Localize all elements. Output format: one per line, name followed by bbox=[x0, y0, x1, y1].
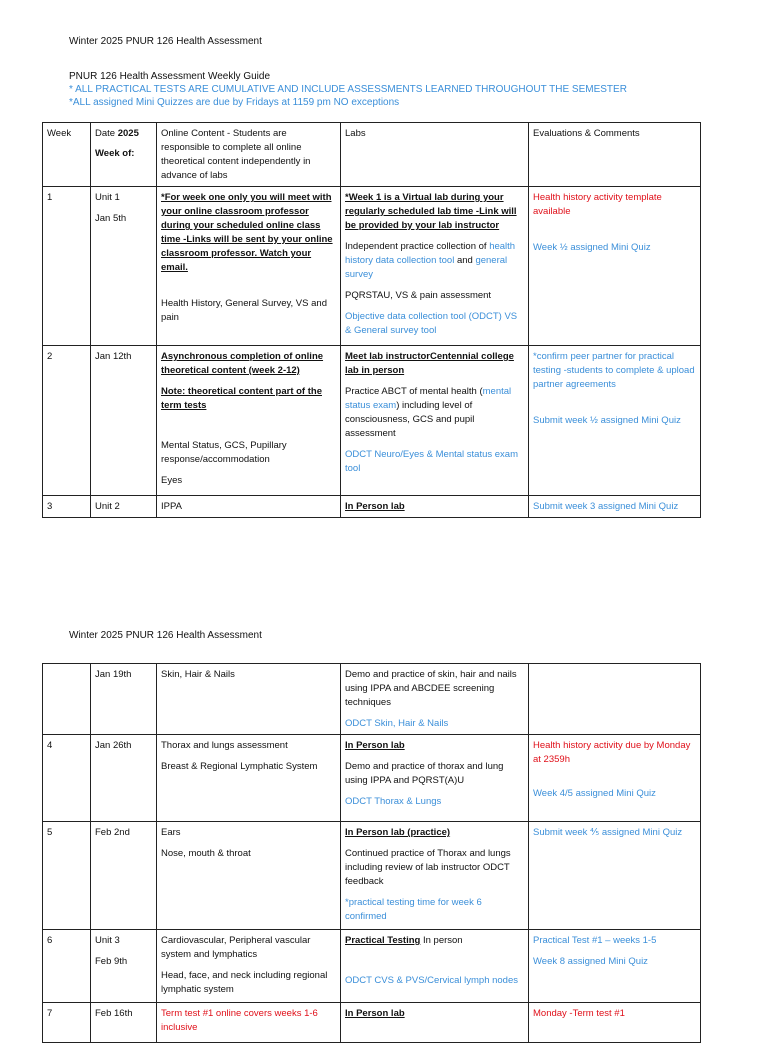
eval-cell: Monday -Term test #1 bbox=[529, 1003, 701, 1043]
online-topics-eyes: Eyes bbox=[161, 475, 183, 486]
col-eval-header: Evaluations & Comments bbox=[529, 123, 701, 187]
table-row-week-3 bbox=[43, 496, 701, 518]
lab-practice-rest: ) including level of consciousness, GCS and pupil assessment bbox=[345, 400, 475, 439]
col-labs-header: Labs bbox=[341, 123, 529, 187]
date-cell bbox=[91, 187, 157, 346]
table-row-week-6 bbox=[43, 930, 701, 1003]
lab-assessment: PQRSTAU, VS & pain assessment bbox=[345, 290, 492, 301]
date-year: 2025 bbox=[117, 128, 139, 139]
guide-intro bbox=[69, 70, 627, 109]
week-cell: 3 bbox=[43, 496, 91, 518]
date-label: Feb 9th bbox=[95, 956, 128, 967]
labs-cell bbox=[341, 930, 529, 1003]
online-topic-breast: Breast & Regional Lymphatic System bbox=[161, 761, 318, 772]
quiz-due-note: *ALL assigned Mini Quizzes are due by Fridays at 1159 pm NO exceptions bbox=[69, 97, 400, 108]
lab-note: *Week 1 is a Virtual lab during your regularly scheduled lab time -Link will be provided by your lab instructor bbox=[345, 192, 517, 231]
lab-practice: Demo and practice of skin, hair and nails using IPPA and ABCDEE screening techniques bbox=[345, 669, 517, 708]
mini-quiz-note: Week 4/5 assigned Mini Quiz bbox=[533, 788, 656, 799]
table-row-week-4 bbox=[43, 735, 701, 822]
table-row-jan-19 bbox=[43, 664, 701, 735]
labs-cell: In Person lab bbox=[341, 1003, 529, 1043]
lab-practice-text: Independent practice collection of bbox=[345, 241, 490, 252]
lab-practice-text: Practice ABCT of mental health ( bbox=[345, 386, 483, 397]
online-cell bbox=[157, 346, 341, 496]
date-label: Jan 5th bbox=[95, 213, 127, 224]
online-topic-head: Head, face, and neck including regional lymphatic system bbox=[161, 970, 328, 995]
lab-practice: Demo and practice of thorax and lung using IPPA and PQRST(A)U bbox=[345, 761, 504, 786]
date-cell bbox=[91, 930, 157, 1003]
eval-template-note: Health history activity template available bbox=[533, 192, 662, 217]
week-cell: 7 bbox=[43, 1003, 91, 1043]
lab-note bbox=[345, 934, 524, 948]
online-topic-nose: Nose, mouth & throat bbox=[161, 848, 251, 859]
online-cell: Skin, Hair & Nails bbox=[157, 664, 341, 735]
eval-cell: Submit week 3 assigned Mini Quiz bbox=[529, 496, 701, 518]
date-cell: Jan 26th bbox=[91, 735, 157, 822]
page-header: Winter 2025 PNUR 126 Health Assessment bbox=[69, 36, 262, 47]
guide-title: PNUR 126 Health Assessment Weekly Guide bbox=[69, 71, 271, 82]
online-topic: Ears bbox=[161, 827, 181, 838]
week-cell bbox=[43, 664, 91, 735]
online-cell: IPPA bbox=[157, 496, 341, 518]
online-term-note: Note: theoretical content part of the term tests bbox=[161, 386, 322, 411]
table-row-week-2 bbox=[43, 346, 701, 496]
labs-cell bbox=[341, 664, 529, 735]
online-cell bbox=[157, 735, 341, 822]
labs-cell bbox=[341, 822, 529, 930]
lab-practice bbox=[345, 240, 524, 282]
week-cell: 4 bbox=[43, 735, 91, 822]
mini-quiz-note: Week ½ assigned Mini Quiz bbox=[533, 242, 651, 253]
online-topic: Thorax and lungs assessment bbox=[161, 740, 288, 751]
date-cell: Jan 12th bbox=[91, 346, 157, 496]
odct-vs-link[interactable]: Objective data collection tool (ODCT) VS & General survey tool bbox=[345, 311, 518, 336]
online-note: *For week one only you will meet with your online classroom professor during your scheduled online class time -Links will be sent by your online classroom professor. Watch your email. bbox=[161, 192, 333, 273]
table-row-week-1 bbox=[43, 187, 701, 346]
online-cell bbox=[157, 930, 341, 1003]
practical-test-note: Practical Test #1 – weeks 1-5 bbox=[533, 935, 657, 946]
online-topics: Health History, General Survey, VS and pain bbox=[161, 298, 327, 323]
week-cell: 1 bbox=[43, 187, 91, 346]
online-topic: Cardiovascular, Peripheral vascular system and lymphatics bbox=[161, 935, 311, 960]
lab-practice: Continued practice of Thorax and lungs including review of lab instructor ODCT feedback bbox=[345, 848, 511, 887]
col-online-header: Online Content - Students are responsible to complete all online theoretical content independently in advance of labs bbox=[157, 123, 341, 187]
lab-note: Meet lab instructorCentennial college lab in person bbox=[345, 351, 514, 376]
peer-partner-note: *confirm peer partner for practical testing -students to complete & upload partner agreements bbox=[533, 351, 695, 390]
table-row-week-5 bbox=[43, 822, 701, 930]
in-person-label: In person bbox=[420, 935, 463, 946]
date-cell: Feb 2nd bbox=[91, 822, 157, 930]
lab-note: In Person lab (practice) bbox=[345, 827, 451, 838]
health-history-tool-link[interactable]: health history data collection tool bbox=[345, 241, 516, 266]
unit-label: Unit 1 bbox=[95, 192, 120, 203]
online-cell bbox=[157, 822, 341, 930]
lab-note: In Person lab bbox=[345, 740, 405, 751]
practical-time-note: *practical testing time for week 6 confirmed bbox=[345, 897, 482, 922]
week-cell: 6 bbox=[43, 930, 91, 1003]
cumulative-note: * ALL PRACTICAL TESTS ARE CUMULATIVE AND INCLUDE ASSESSMENTS LEARNED THROUGHOUT THE SEMESTER bbox=[69, 84, 627, 95]
page-header-2: Winter 2025 PNUR 126 Health Assessment bbox=[69, 630, 262, 641]
week-of-label: Week of: bbox=[95, 148, 135, 159]
practical-testing-label: Practical Testing bbox=[345, 935, 421, 946]
online-cell: Term test #1 online covers weeks 1-6 inclusive bbox=[157, 1003, 341, 1043]
unit-label: Unit 3 bbox=[95, 935, 120, 946]
week-cell: 2 bbox=[43, 346, 91, 496]
week-cell: 5 bbox=[43, 822, 91, 930]
labs-cell bbox=[341, 735, 529, 822]
mini-quiz-note: Week 8 assigned Mini Quiz bbox=[533, 956, 648, 967]
labs-cell bbox=[341, 187, 529, 346]
date-label: Date bbox=[95, 128, 118, 139]
weekly-guide-table-page1 bbox=[42, 122, 701, 518]
health-history-due: Health history activity due by Monday at 2359h bbox=[533, 740, 691, 765]
odct-cvs-link[interactable]: ODCT CVS & PVS/Cervical lymph nodes bbox=[345, 975, 518, 986]
mental-status-exam-link[interactable]: mental status exam bbox=[345, 386, 512, 411]
eval-cell bbox=[529, 664, 701, 735]
general-survey-link[interactable]: general survey bbox=[345, 255, 508, 280]
eval-cell bbox=[529, 930, 701, 1003]
table-header-row bbox=[43, 123, 701, 187]
eval-cell bbox=[529, 346, 701, 496]
col-week-header: Week bbox=[43, 123, 91, 187]
col-date-header bbox=[91, 123, 157, 187]
labs-cell: In Person lab bbox=[341, 496, 529, 518]
mini-quiz-note: Submit week ½ assigned Mini Quiz bbox=[533, 415, 681, 426]
eval-cell bbox=[529, 735, 701, 822]
eval-cell: Submit week ⅘ assigned Mini Quiz bbox=[529, 822, 701, 930]
weekly-guide-table-page2 bbox=[42, 663, 701, 1043]
lab-practice bbox=[345, 385, 524, 441]
odct-neuro-link[interactable]: ODCT Neuro/Eyes & Mental status exam tool bbox=[345, 449, 518, 474]
date-cell: Unit 2 bbox=[91, 496, 157, 518]
odct-thorax-link[interactable]: ODCT Thorax & Lungs bbox=[345, 796, 442, 807]
date-cell: Feb 16th bbox=[91, 1003, 157, 1043]
online-topics: Mental Status, GCS, Pupillary response/accommodation bbox=[161, 440, 287, 465]
labs-cell bbox=[341, 346, 529, 496]
table-row-week-7 bbox=[43, 1003, 701, 1043]
date-cell: Jan 19th bbox=[91, 664, 157, 735]
online-cell bbox=[157, 187, 341, 346]
online-note: Asynchronous completion of online theoretical content (week 2-12) bbox=[161, 351, 324, 376]
lab-practice-and: and bbox=[454, 255, 476, 266]
odct-skin-link[interactable]: ODCT Skin, Hair & Nails bbox=[345, 718, 449, 729]
eval-cell bbox=[529, 187, 701, 346]
